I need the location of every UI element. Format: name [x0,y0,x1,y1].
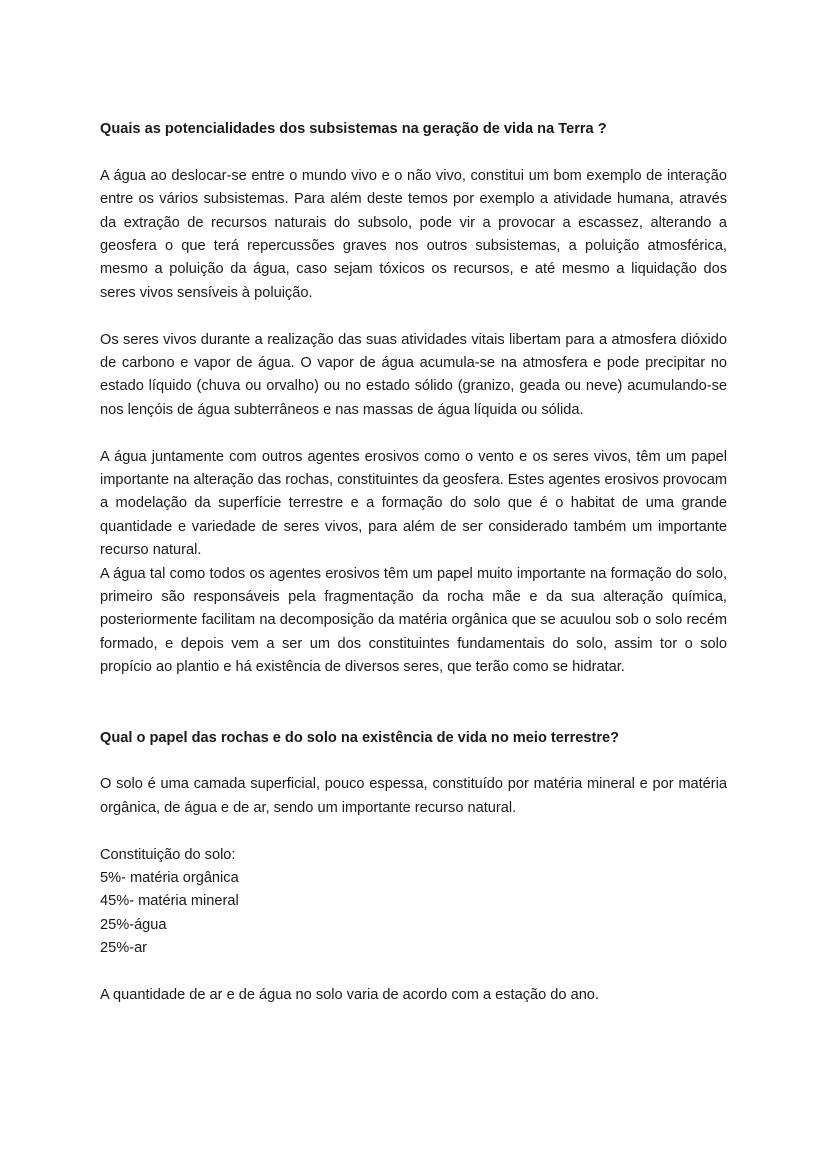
list-item: 45%- matéria mineral [100,893,239,910]
list-item: 25%-água [100,916,167,933]
composition-title: Constituição do solo: [100,846,236,863]
paragraph-closing: A quantidade de ar e de água no solo varia de acordo com a estação do ano. [100,986,599,1003]
composition-list [100,867,727,961]
section-1-heading: Quais as potencialidades dos subsistemas na geração de vida na Terra ? [100,121,607,137]
paragraph-living-beings: Os seres vivos durante a realização das suas atividades vitais libertam para a atmosfera dióxido de carbono e vapor de água. O vapor de água acumula-se na atmosfera e pode precipitar no estado líquido (chuva ou orvalho) ou no estado sólido (granizo, geada ou neve) acumulando-se nos lençóis de água subterrâneos e nas massas de água líquida ou sólida. [100,331,727,418]
paragraph-soil-definition: O solo é uma camada superficial, pouco espessa, constituído por matéria mineral e por matéria orgânica, de água e de ar, sendo um importante recurso natural. [100,776,727,816]
list-item: 25%-ar [100,940,148,957]
paragraph-water-interaction: A água ao deslocar-se entre o mundo vivo e o não vivo, constitui um bom exemplo de interação entre os vários subsistemas. Para além deste temos por exemplo a atividade humana, através da extração de recursos naturais do subsolo, pode vir a provocar a escassez, alterando a geosfera o que terá repercussões graves nos outros subsistemas, a poluição atmosférica, mesmo a poluição da água, caso sejam tóxicos os recursos, e até mesmo a liquidação dos seres vivos sensíveis à poluição. [100,167,727,301]
list-item: 5%- matéria orgânica [100,869,239,886]
paragraph-soil-formation: A água tal como todos os agentes erosivos têm um papel muito importante na formação do solo, primeiro são responsáveis pela fragmentação da rocha mãe e da sua alteração química, posteriormente facilitam na decomposição da matéria orgânica que se acuulou sob o solo recém formado, e depois vem a ser um dos constituintes fundamentais do solo, assim tor o solo propício ao plantio e há existência de diversos seres, que terão como se hidratar. [100,565,727,676]
section-2-heading: Qual o papel das rochas e do solo na existência de vida no meio terrestre? [100,729,620,746]
document-page [100,118,727,1007]
paragraph-erosive-agents: A água juntamente com outros agentes erosivos como o vento e os seres vivos, têm um papel importante na alteração das rochas, constituintes da geosfera. Estes agentes erosivos provocam a modelação da superfície terrestre e a formação do solo que é o habitat de uma grande quantidade e variedade de seres vivos, para além de ser considerado também um importante recurso natural. [100,448,727,559]
